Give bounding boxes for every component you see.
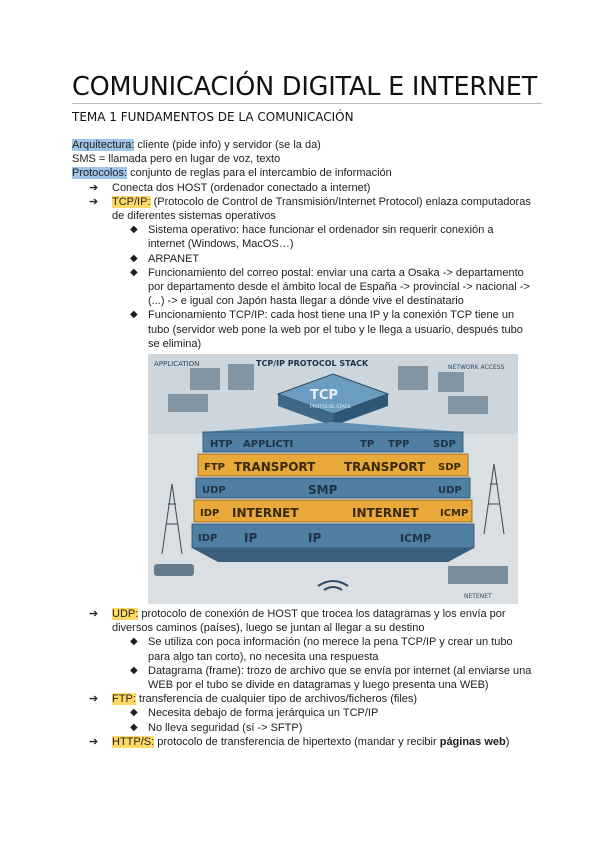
layer-label: IP (244, 531, 258, 546)
tcpip-text: (Protocolo de Control de Transmisión/Internet Protocol) enlaza computadoras de diferentes sistemas operativos (112, 195, 531, 223)
layer-label: APPLICTI (243, 439, 294, 451)
sub-item-text: Se utiliza con poca información (no merece la pena TCP/IP y crear un tubo para algo tan corto), no necesita una respuesta (148, 636, 513, 663)
layer-label: INTERNET (232, 506, 299, 521)
arquitectura-text: cliente (pide info) y servidor (se la da) (134, 139, 321, 151)
layer-label: HTP (210, 439, 233, 451)
arrow-bullet-icon: ➔ (89, 181, 99, 194)
layer-label: IDP (200, 508, 220, 520)
layer-label: UDP (202, 485, 226, 497)
vehicle-left (154, 564, 194, 576)
http-term: HTTP/S: (112, 735, 155, 748)
list-item-ftp (72, 692, 532, 706)
layer-label: UDP (438, 485, 462, 497)
layer-label: TPP (388, 439, 410, 451)
sub-item (72, 308, 532, 351)
stack-cap-sublabel: PROTOCOL STACK (310, 405, 351, 411)
layer-label: ICMP (440, 508, 469, 520)
arrow-bullet-icon: ➔ (89, 693, 99, 706)
layer-label: SDP (438, 462, 461, 474)
diamond-bullet-icon: ◆ (130, 309, 138, 321)
diamond-bullet-icon: ◆ (130, 721, 138, 733)
figure-footer-right: NETENET (464, 593, 492, 601)
http-bold: páginas web (439, 735, 506, 748)
sub-item (72, 706, 532, 720)
protocolos-term: Protocolos: (72, 167, 128, 180)
diamond-bullet-icon: ◆ (130, 224, 138, 236)
arquitectura-term: Arquitectura: (72, 139, 135, 151)
protocolos-line (72, 166, 532, 180)
sub-item (72, 635, 532, 663)
layer-label: INTERNET (352, 506, 419, 521)
sub-item-text: Necesita debajo de forma jerárquica un TCP/IP (148, 707, 379, 720)
diamond-bullet-icon: ◆ (130, 664, 138, 676)
diamond-bullet-icon: ◆ (130, 707, 138, 719)
diamond-bullet-icon: ◆ (130, 252, 138, 264)
sub-item-text: ARPANET (148, 252, 200, 265)
layer-label: IDP (198, 533, 218, 545)
protocolos-text: conjunto de reglas para el intercambio de información (127, 167, 392, 180)
layer-label: SMP (308, 483, 338, 498)
sub-item (72, 266, 532, 309)
list-item-udp (72, 607, 532, 635)
stack-base (192, 548, 474, 562)
sub-item-text: Datagrama (frame): trozo de archivo que se envía por internet (al enviarse una WEB por el tubo se divide en datagramas y luego presenta una WEB) (148, 664, 532, 692)
udp-term: UDP: (112, 608, 139, 621)
diamond-bullet-icon: ◆ (130, 266, 138, 278)
tcpip-term: TCP/IP: (112, 195, 151, 208)
sub-item-text: Sistema operativo: hace funcionar el ordenador sin requerir conexión a internet (Windows, MacOS…) (148, 224, 494, 251)
sms-line: SMS = llamada pero en lugar de voz, texto (72, 153, 281, 166)
arrow-bullet-icon: ➔ (89, 195, 99, 208)
layer-label: TRANSPORT (234, 460, 316, 475)
layer-label: TP (360, 439, 375, 451)
sub-item (72, 664, 532, 692)
layer-label: IP (308, 531, 322, 546)
http-text: protocolo de transferencia de hipertexto (mandar y recibir (154, 735, 440, 748)
sub-item (72, 223, 532, 251)
layer-label: TRANSPORT (344, 460, 426, 475)
sub-item-text: Funcionamiento TCP/IP: cada host tiene una IP y la conexión TCP tiene un tubo (servidor web pone la web por el tubo y le llega a usuario, después tubo se elimina) (148, 309, 523, 350)
notes-body (72, 138, 532, 749)
figure-header-right: NETWORK ACCESS (448, 364, 505, 372)
list-item-tcpip (72, 195, 532, 223)
sub-item-text: No lleva seguridad (sí -> SFTP) (148, 721, 303, 734)
layer-label: FTP (204, 462, 225, 474)
page-title: COMUNICACIÓN DIGITAL E INTERNET (72, 72, 542, 104)
tcpip-stack-illustration (148, 354, 518, 604)
arrow-bullet-icon: ➔ (89, 735, 99, 748)
list-item-http (72, 735, 532, 749)
figure-header-left: APPLICATION (154, 360, 200, 369)
stack-cap-label: TCP (310, 388, 338, 404)
arrow-bullet-icon: ➔ (89, 608, 99, 621)
ftp-term: FTP: (112, 693, 136, 706)
layer-label: ICMP (400, 532, 432, 546)
arquitectura-line (72, 138, 532, 152)
layer-application (203, 432, 463, 452)
layer-link (192, 524, 474, 548)
udp-text: protocolo de conexión de HOST que trocea los datagramas y los envía por diversos caminos (países), luego se juntan al llegar a su destino (112, 608, 506, 635)
list-item-host (72, 181, 532, 195)
section-heading: TEMA 1 FUNDAMENTOS DE LA COMUNICACIÓN (72, 110, 354, 124)
layer-label: SDP (433, 439, 456, 451)
host-text: Conecta dos HOST (ordenador conectado a internet) (112, 181, 371, 194)
truck-right (448, 566, 508, 584)
http-end: ) (505, 735, 510, 748)
ftp-text: transferencia de cualquier tipo de archivos/ficheros (files) (135, 693, 418, 706)
figure-header-center: TCP/IP PROTOCOL STACK (256, 359, 369, 369)
sub-item-text: Funcionamiento del correo postal: enviar una carta a Osaka -> departamento por departamento desde el ámbito local de España -> provincial -> nacional -> (...) -> e igual con Japón hasta llegar a dónde vive el destinatario (148, 266, 530, 308)
sub-item (72, 252, 532, 266)
diamond-bullet-icon: ◆ (130, 636, 138, 648)
sub-item (72, 721, 532, 735)
